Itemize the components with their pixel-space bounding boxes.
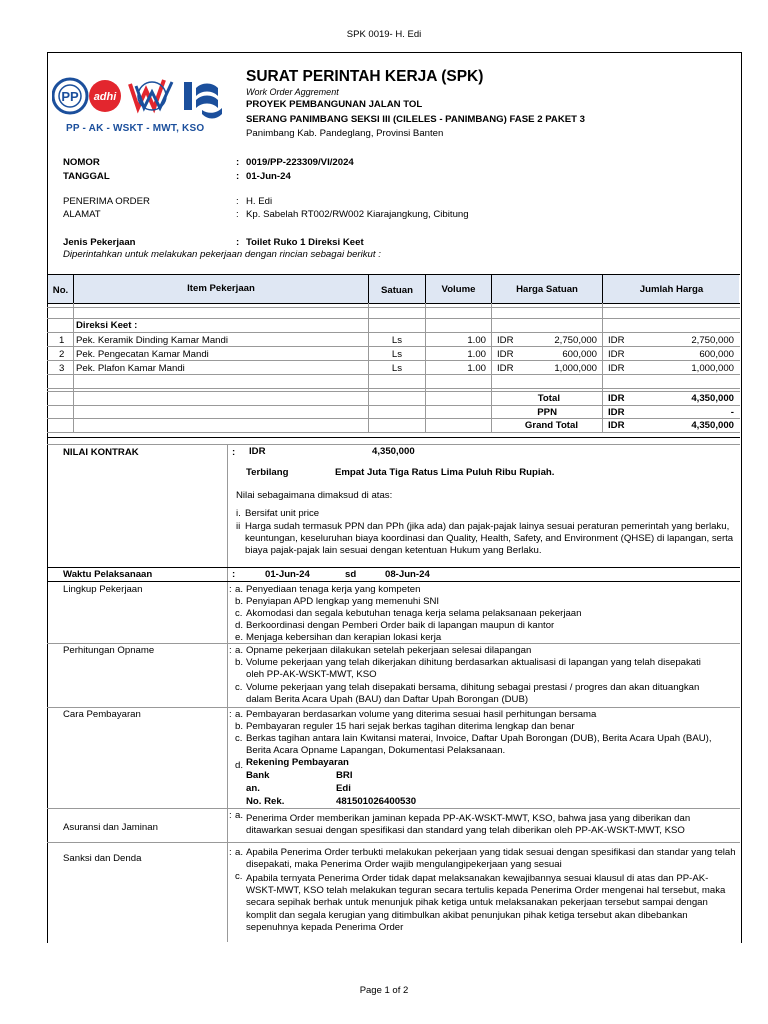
jenis-value: Toilet Ruko 1 Direksi Keet [246,237,364,248]
kontrak-label: NILAI KONTRAK [63,447,139,458]
row-no: 3 [59,363,65,374]
grand-total-value: 4,350,000 [691,420,734,431]
bank-value: BRI [336,770,353,781]
document-frame [47,52,742,943]
pp-logo-text: PP [61,89,79,104]
ppn-value: - [730,407,734,418]
grand-total-label: Grand Total [524,420,578,431]
row-volume: 1.00 [467,349,486,360]
row-currency: IDR [497,335,514,346]
pembayaran-text: Berkas tagihan antara lain Kwitansi materai, Invoice, Daftar Upah Borongan (DUB), Berita Acara Upah (BAU), Berita Acara Opname Lapangan, Dokumentasi Pelaksanaan. [246,733,712,757]
grand-total-currency: IDR [608,420,625,431]
alamat-value: Kp. Sabelah RT002/RW002 Kiarajangkung, Cibitung [246,209,469,220]
lingkup-text: Penyediaan tenaga kerja yang kompeten [246,584,421,595]
pembayaran-mark: d. [235,760,244,771]
document-subtitle: Work Order Aggrement [246,87,339,97]
sanksi-text: Apabila ternyata Penerima Order tidak dapat melaksanakan kewajibannya sesuai klausul di atas dan PP-AK-WSKT-MWT, KSO telah melakukan teguran secara tertulis kepada Penerima Order mengenai hal tersebut, maka secara sepihak berhak untuk menunjuk pihak ketiga untuk melaksanakan pekerjaan tersebut sampai dengan komplit dan segala kerugian yang ditimbulkan akibat penunjukan pihak ketiga tersebut akan dibebankan sepenuhnya kepada Penerima Order [246,873,726,933]
terbilang-label: Terbilang [246,467,289,478]
lingkup-text: Penyiapan APD lengkap yang memenuhi SNI [246,596,440,607]
jenis-label: Jenis Pekerjaan [63,237,136,248]
sanksi-mark: c. [235,871,243,882]
opname-text: Volume pekerjaan yang telah disepakati bersama, dihitung sebagai prestasi / progres dan akan dituangkan dalam Berita Acara Upah (BAU) dan Daftar Upah Borongan (DUB) [246,682,700,706]
kontrak-intro: Nilai sebagaimana dimaksud di atas: [236,490,393,501]
document-title: SURAT PERINTAH KERJA (SPK) [246,68,484,85]
row-jumlah: 2,750,000 [691,335,734,346]
row-currency: IDR [497,363,514,374]
col-header-volume: Volume [441,284,476,295]
lingkup-text: Menjaga kebersihan dan kerapian lokasi kerja [246,632,442,643]
opname-label: Perhitungan Opname [63,645,155,656]
norek-value: 481501026400530 [336,796,417,807]
pembayaran-text: Pembayaran berdasarkan volume yang diterima sesuai hasil perhitungan bersama [246,709,597,720]
col-header-harga: Harga Satuan [516,284,578,295]
group-label: Direksi Keet : [76,320,138,331]
row-volume: 1.00 [467,335,486,346]
kontrak-currency: IDR [249,446,266,457]
pembayaran-text: Pembayaran reguler 15 hari sejak berkas tagihan diterima lengkap dan benar [246,721,575,732]
pembayaran-mark: c. [235,733,243,744]
row-satuan: Ls [391,335,403,346]
kontrak-value: 4,350,000 [372,446,415,457]
total-value: 4,350,000 [691,393,734,404]
row-volume: 1.00 [467,363,486,374]
lingkup-mark: e. [235,632,244,643]
row-harga: 600,000 [562,349,597,360]
penerima-label: PENERIMA ORDER [63,196,150,207]
jenis-colon: : [236,237,240,248]
ppn-currency: IDR [608,407,625,418]
col-header-item: Item Pekerjaan [187,283,255,294]
pembayaran-mark: a. [235,709,244,720]
col-header-no: No. [52,285,69,296]
bank-label: Bank [246,770,270,781]
kontrak-colon: : [232,447,236,458]
tanggal-value: 01-Jun-24 [246,171,291,182]
row-satuan: Ls [391,349,403,360]
waktu-colon: : [232,569,236,580]
row-jumlah: 600,000 [699,349,734,360]
lingkup-mark: b. [235,596,244,607]
opname-mark: b. [235,657,244,668]
opname-text: Opname pekerjaan dilakukan setelah pekerjaan selesai dilapangan [246,645,532,656]
ppn-label: PPN [537,407,557,418]
asuransi-colon: : [229,810,232,821]
nomor-label: NOMOR [63,157,100,168]
instruction-text: Diperintahkan untuk melakukan pekerjaan dengan rincian sebagai berikut : [63,249,381,260]
lingkup-text: Berkoordinasi dengan Pemberi Order baik di lapangan maupun di kantor [246,620,555,631]
waktu-label: Waktu Pelaksanaan [63,569,153,580]
sanksi-text: Apabila Penerima Order terbukti melakukan pekerjaan yang tidak sesuai dengan spesifikasi dan standar yang telah disepakati, maka Penerima Order wajib mengulangipekerjaan yang sesuai [246,847,736,871]
row-harga: 2,750,000 [554,335,597,346]
project-line-1: PROYEK PEMBANGUNAN JALAN TOL [246,99,423,110]
kontrak-point-mark: ii [236,521,241,532]
project-location: Panimbang Kab. Pandeglang, Provinsi Banten [246,128,444,139]
logo-caption: PP - AK - WSKT - MWT, KSO [66,123,205,134]
row-no: 1 [59,335,65,346]
alamat-colon: : [236,209,239,220]
row-item: Pek. Plafon Kamar Mandi [76,363,185,374]
sanksi-colon: : [229,847,232,858]
row-currency-2: IDR [608,363,625,374]
sanksi-mark: a. [235,847,244,858]
row-item: Pek. Keramik Dinding Kamar Mandi [76,335,228,346]
sanksi-label: Sanksi dan Denda [63,853,142,864]
nomor-value: 0019/PP-223309/VI/2024 [246,157,354,168]
penerima-value: H. Edi [246,196,273,207]
norek-label: No. Rek. [246,796,285,807]
lingkup-text: Akomodasi dan segala kebutuhan tenaga kerja selama pelaksanaan pekerjaan [246,608,582,619]
row-satuan: Ls [391,363,403,374]
row-jumlah: 1,000,000 [691,363,734,374]
row-currency-2: IDR [608,335,625,346]
row-harga: 1,000,000 [554,363,597,374]
asuransi-label: Asuransi dan Jaminan [63,822,158,833]
pembayaran-colon: : [229,709,232,720]
waktu-start: 01-Jun-24 [265,569,310,580]
total-currency: IDR [608,393,625,404]
nomor-colon: : [236,157,240,168]
opname-text: Volume pekerjaan yang telah dikerjakan dihitung berdasarkan aktualisasi di lapangan yang telah disepakati oleh PP-AK-WSKT-MWT, KSO [246,657,701,681]
kontrak-point-mark: i. [236,508,241,519]
row-item: Pek. Pengecatan Kamar Mandi [76,349,209,360]
asuransi-mark: a. [235,810,244,821]
company-logo [52,74,234,140]
opname-colon: : [229,645,232,656]
kontrak-point-text: Bersifat unit price [245,508,320,519]
alamat-label: ALAMAT [63,209,101,220]
opname-mark: c. [235,682,243,693]
kontrak-point-text: Harga sudah termasuk PPN dan PPh (jika ada) dan pajak-pajak lainya sesuai peraturan pemerintah yang berlaku, keuntungan, keseluruhan biaya koordinasi dan Quality, Health, Safety, and Environment (QHSE) di lapangan, serta biaya pajak-pajak lain sesuai dengan ketentuan Hukum yang Berlaku. [245,521,734,557]
page-header: SPK 0019- H. Edi [346,29,422,40]
tanggal-colon: : [236,171,240,182]
pembayaran-mark: b. [235,721,244,732]
page-footer: Page 1 of 2 [359,985,409,996]
an-label: an. [246,783,260,794]
tanggal-label: TANGGAL [63,171,110,182]
col-header-satuan: Satuan [381,285,413,296]
lingkup-colon: : [229,584,232,595]
penerima-colon: : [236,196,239,207]
row-currency-2: IDR [608,349,625,360]
lingkup-mark: c. [235,608,243,619]
lingkup-label: Lingkup Pekerjaan [63,584,143,595]
project-line-2: SERANG PANIMBANG SEKSI III (CILELES - PANIMBANG) FASE 2 PAKET 3 [246,114,586,125]
waktu-sd: sd [345,569,357,580]
an-value: Edi [336,783,351,794]
asuransi-text: Penerima Order memberikan jaminan kepada PP-AK-WSKT-MWT, KSO, bahwa jasa yang diberikan dan ditawarkan sesuai dengan spesifikasi dan standard yang telah diberikan oleh PP-AK-WSKT-MWT, KSO [246,813,691,837]
col-header-jumlah: Jumlah Harga [639,284,704,295]
opname-mark: a. [235,645,244,656]
total-label: Total [537,393,560,404]
lingkup-mark: d. [235,620,244,631]
terbilang-value: Empat Juta Tiga Ratus Lima Puluh Ribu Rupiah. [335,467,555,478]
waktu-end: 08-Jun-24 [385,569,430,580]
row-no: 2 [59,349,65,360]
row-currency: IDR [497,349,514,360]
adhi-logo-text: adhi [93,91,117,103]
rekening-heading: Rekening Pembayaran [246,757,349,768]
pembayaran-label: Cara Pembayaran [63,709,141,720]
lingkup-mark: a. [235,584,244,595]
